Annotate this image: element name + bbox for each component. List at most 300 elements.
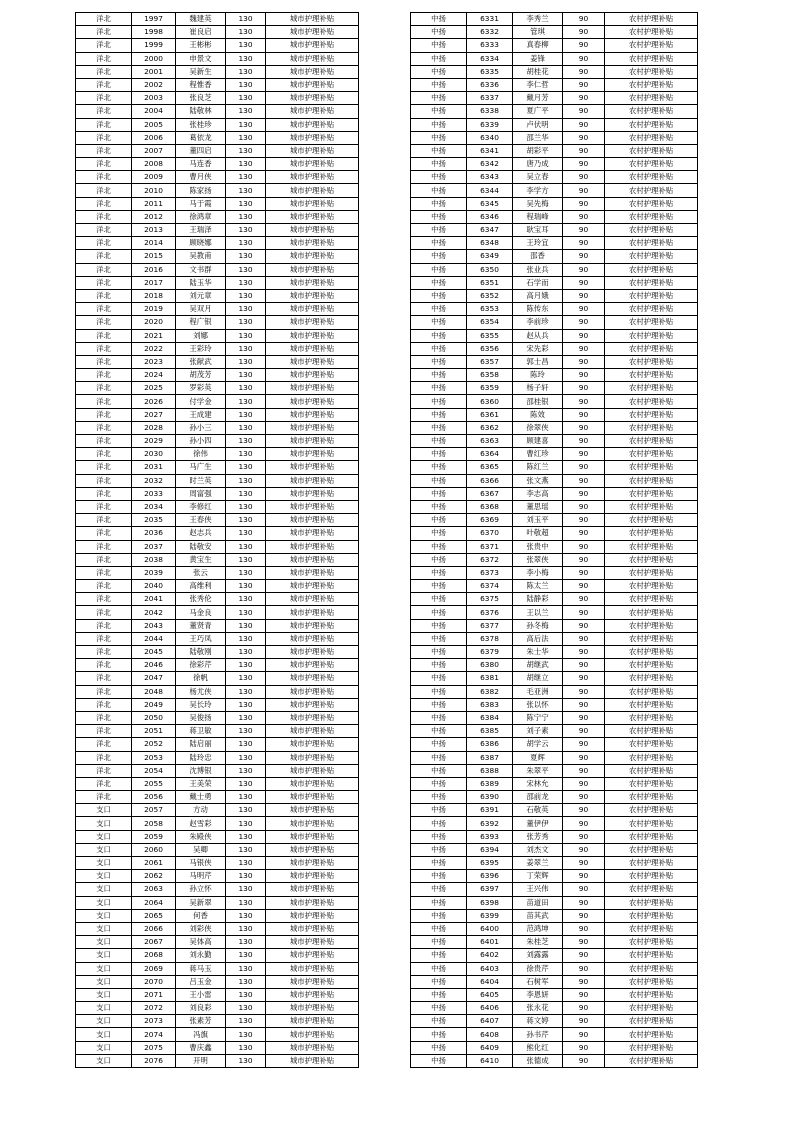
name-cell: 冯旗: [176, 1028, 226, 1041]
amount-cell: 130: [226, 593, 266, 606]
township-cell: 洋北: [76, 487, 132, 500]
serial-number-cell: 6392: [467, 817, 513, 830]
amount-cell: 130: [226, 276, 266, 289]
name-cell: 姜翠兰: [513, 857, 563, 870]
table-row: [411, 263, 698, 276]
name-cell: 王彩玲: [176, 342, 226, 355]
name-cell: 孙书芹: [513, 1028, 563, 1041]
serial-number-cell: 2040: [132, 580, 176, 593]
township-cell: 中扬: [411, 883, 467, 896]
amount-cell: 90: [563, 646, 605, 659]
table-row: [76, 1041, 359, 1054]
amount-cell: 130: [226, 777, 266, 790]
table-row: [76, 39, 359, 52]
table-row: [411, 382, 698, 395]
amount-cell: 90: [563, 65, 605, 78]
serial-number-cell: 2047: [132, 672, 176, 685]
name-cell: 刘彩侠: [176, 922, 226, 935]
serial-number-cell: 6401: [467, 936, 513, 949]
table-row: [76, 777, 359, 790]
name-cell: 高后法: [513, 632, 563, 645]
table-row: [76, 988, 359, 1001]
township-cell: 洋北: [76, 540, 132, 553]
serial-number-cell: 6360: [467, 395, 513, 408]
table-row: [411, 659, 698, 672]
amount-cell: 90: [563, 78, 605, 91]
township-cell: 中扬: [411, 316, 467, 329]
township-cell: 洋北: [76, 566, 132, 579]
subsidy-type-cell: 城市护理补贴: [266, 408, 359, 421]
amount-cell: 90: [563, 144, 605, 157]
table-row: [76, 949, 359, 962]
name-cell: 张素芳: [176, 1015, 226, 1028]
amount-cell: 130: [226, 39, 266, 52]
name-cell: 董四启: [176, 144, 226, 157]
serial-number-cell: 6398: [467, 896, 513, 909]
amount-cell: 90: [563, 92, 605, 105]
amount-cell: 90: [563, 184, 605, 197]
table-row: [411, 804, 698, 817]
amount-cell: 90: [563, 949, 605, 962]
name-cell: 黄宝生: [176, 553, 226, 566]
table-row: [411, 474, 698, 487]
township-cell: 中扬: [411, 184, 467, 197]
township-cell: 中扬: [411, 738, 467, 751]
name-cell: 王巧凤: [176, 632, 226, 645]
amount-cell: 130: [226, 791, 266, 804]
township-cell: 洋北: [76, 131, 132, 144]
subsidy-type-cell: 城市护理补贴: [266, 632, 359, 645]
serial-number-cell: 6341: [467, 144, 513, 157]
subsidy-type-cell: 城市护理补贴: [266, 593, 359, 606]
amount-cell: 90: [563, 936, 605, 949]
township-cell: 洋北: [76, 224, 132, 237]
table-row: [76, 527, 359, 540]
table-row: [76, 105, 359, 118]
table-row: [76, 804, 359, 817]
township-cell: 洋北: [76, 369, 132, 382]
name-cell: 崔良启: [176, 26, 226, 39]
township-cell: 中扬: [411, 580, 467, 593]
serial-number-cell: 2010: [132, 184, 176, 197]
amount-cell: 130: [226, 421, 266, 434]
serial-number-cell: 2046: [132, 659, 176, 672]
township-cell: 支口: [76, 922, 132, 935]
name-cell: 宋先彩: [513, 342, 563, 355]
amount-cell: 130: [226, 870, 266, 883]
township-cell: 中扬: [411, 566, 467, 579]
amount-cell: 90: [563, 751, 605, 764]
township-cell: 洋北: [76, 421, 132, 434]
township-cell: 中扬: [411, 909, 467, 922]
name-cell: 吴卿: [176, 843, 226, 856]
subsidy-type-cell: 城市护理补贴: [266, 316, 359, 329]
township-cell: 洋北: [76, 461, 132, 474]
name-cell: 张芳秀: [513, 830, 563, 843]
subsidy-type-cell: 城市护理补贴: [266, 1041, 359, 1054]
name-cell: 刘杰文: [513, 843, 563, 856]
table-row: [411, 646, 698, 659]
serial-number-cell: 2038: [132, 553, 176, 566]
amount-cell: 90: [563, 632, 605, 645]
serial-number-cell: 2003: [132, 92, 176, 105]
subsidy-type-cell: 城市护理补贴: [266, 171, 359, 184]
table-row: [76, 857, 359, 870]
amount-cell: 90: [563, 738, 605, 751]
serial-number-cell: 2037: [132, 540, 176, 553]
amount-cell: 90: [563, 131, 605, 144]
table-row: [76, 435, 359, 448]
table-row: [411, 896, 698, 909]
township-cell: 支口: [76, 1041, 132, 1054]
township-cell: 中扬: [411, 1028, 467, 1041]
table-row: [411, 975, 698, 988]
amount-cell: 130: [226, 685, 266, 698]
subsidy-type-cell: 城市护理补贴: [266, 224, 359, 237]
amount-cell: 130: [226, 369, 266, 382]
table-row: [76, 725, 359, 738]
subsidy-type-cell: 城市护理补贴: [266, 883, 359, 896]
subsidy-type-cell: 城市护理补贴: [266, 962, 359, 975]
amount-cell: 90: [563, 329, 605, 342]
table-row: [411, 698, 698, 711]
table-row: [76, 922, 359, 935]
subsidy-type-cell: 农村护理补贴: [605, 751, 698, 764]
amount-cell: 130: [226, 408, 266, 421]
township-cell: 中扬: [411, 382, 467, 395]
serial-number-cell: 6364: [467, 448, 513, 461]
name-cell: 董伊伊: [513, 817, 563, 830]
table-row: [411, 632, 698, 645]
name-cell: 马于霞: [176, 197, 226, 210]
name-cell: 刘元章: [176, 289, 226, 302]
name-cell: 曹红珍: [513, 448, 563, 461]
subsidy-type-cell: 城市护理补贴: [266, 936, 359, 949]
subsidy-type-cell: 农村护理补贴: [605, 711, 698, 724]
name-cell: 沈博银: [176, 764, 226, 777]
township-cell: 洋北: [76, 751, 132, 764]
amount-cell: 130: [226, 698, 266, 711]
amount-cell: 130: [226, 144, 266, 157]
subsidy-type-cell: 农村护理补贴: [605, 448, 698, 461]
township-cell: 中扬: [411, 922, 467, 935]
name-cell: 刘玉平: [513, 514, 563, 527]
name-cell: 程瑞峰: [513, 210, 563, 223]
township-cell: 洋北: [76, 619, 132, 632]
table-row: [76, 751, 359, 764]
subsidy-type-cell: 农村护理补贴: [605, 1028, 698, 1041]
table-row: [411, 593, 698, 606]
subsidy-type-cell: 城市护理补贴: [266, 870, 359, 883]
subsidy-type-cell: 城市护理补贴: [266, 421, 359, 434]
table-row: [76, 52, 359, 65]
serial-number-cell: 6333: [467, 39, 513, 52]
amount-cell: 90: [563, 52, 605, 65]
name-cell: 朱翠平: [513, 764, 563, 777]
name-cell: 杨子轩: [513, 382, 563, 395]
township-cell: 支口: [76, 857, 132, 870]
table-row: [411, 857, 698, 870]
subsidy-type-cell: 城市护理补贴: [266, 52, 359, 65]
name-cell: 朱殿侠: [176, 830, 226, 843]
serial-number-cell: 6381: [467, 672, 513, 685]
subsidy-type-cell: 城市护理补贴: [266, 791, 359, 804]
table-row: [411, 553, 698, 566]
subsidy-type-cell: 农村护理补贴: [605, 39, 698, 52]
name-cell: 李仁哲: [513, 78, 563, 91]
subsidy-type-cell: 农村护理补贴: [605, 421, 698, 434]
serial-number-cell: 2043: [132, 619, 176, 632]
table-row: [76, 237, 359, 250]
township-cell: 中扬: [411, 593, 467, 606]
amount-cell: 90: [563, 580, 605, 593]
township-cell: 中扬: [411, 514, 467, 527]
table-row: [76, 408, 359, 421]
amount-cell: 130: [226, 566, 266, 579]
subsidy-type-cell: 城市护理补贴: [266, 118, 359, 131]
subsidy-type-cell: 农村护理补贴: [605, 118, 698, 131]
serial-number-cell: 2075: [132, 1041, 176, 1054]
table-row: [76, 184, 359, 197]
township-cell: 中扬: [411, 500, 467, 513]
table-row: [411, 777, 698, 790]
subsidy-type-cell: 城市护理补贴: [266, 777, 359, 790]
township-cell: 中扬: [411, 224, 467, 237]
subsidy-type-cell: 农村护理补贴: [605, 540, 698, 553]
name-cell: 张德成: [513, 1054, 563, 1067]
subsidy-type-cell: 农村护理补贴: [605, 791, 698, 804]
subsidy-type-cell: 城市护理补贴: [266, 500, 359, 513]
name-cell: 毛亚洲: [513, 685, 563, 698]
name-cell: 蒋文婷: [513, 1015, 563, 1028]
name-cell: 孙小四: [176, 435, 226, 448]
serial-number-cell: 1997: [132, 13, 176, 26]
township-cell: 中扬: [411, 949, 467, 962]
subsidy-type-cell: 城市护理补贴: [266, 1002, 359, 1015]
amount-cell: 130: [226, 474, 266, 487]
amount-cell: 130: [226, 500, 266, 513]
amount-cell: 90: [563, 1041, 605, 1054]
name-cell: 石学而: [513, 276, 563, 289]
serial-number-cell: 6331: [467, 13, 513, 26]
serial-number-cell: 2061: [132, 857, 176, 870]
serial-number-cell: 2058: [132, 817, 176, 830]
amount-cell: 130: [226, 672, 266, 685]
amount-cell: 130: [226, 619, 266, 632]
serial-number-cell: 2019: [132, 303, 176, 316]
township-cell: 中扬: [411, 751, 467, 764]
serial-number-cell: 6346: [467, 210, 513, 223]
amount-cell: 130: [226, 738, 266, 751]
table-row: [76, 580, 359, 593]
serial-number-cell: 6388: [467, 764, 513, 777]
serial-number-cell: 2016: [132, 263, 176, 276]
serial-number-cell: 6390: [467, 791, 513, 804]
township-cell: 支口: [76, 962, 132, 975]
table-row: [411, 514, 698, 527]
township-cell: 洋北: [76, 382, 132, 395]
township-cell: 支口: [76, 1002, 132, 1015]
name-cell: 赵从兵: [513, 329, 563, 342]
amount-cell: 90: [563, 210, 605, 223]
subsidy-type-cell: 农村护理补贴: [605, 672, 698, 685]
amount-cell: 90: [563, 369, 605, 382]
table-row: [411, 962, 698, 975]
township-cell: 中扬: [411, 276, 467, 289]
subsidy-type-cell: 城市护理补贴: [266, 566, 359, 579]
township-cell: 洋北: [76, 316, 132, 329]
township-cell: 洋北: [76, 580, 132, 593]
amount-cell: 130: [226, 1054, 266, 1067]
name-cell: 夏广平: [513, 105, 563, 118]
amount-cell: 90: [563, 105, 605, 118]
name-cell: 刘永勤: [176, 949, 226, 962]
serial-number-cell: 2059: [132, 830, 176, 843]
table-row: [76, 514, 359, 527]
subsidy-type-cell: 城市护理补贴: [266, 435, 359, 448]
township-cell: 中扬: [411, 210, 467, 223]
subsidy-type-cell: 城市护理补贴: [266, 527, 359, 540]
subsidy-type-cell: 农村护理补贴: [605, 698, 698, 711]
serial-number-cell: 6332: [467, 26, 513, 39]
name-cell: 徐彩芹: [176, 659, 226, 672]
subsidy-type-cell: 农村护理补贴: [605, 949, 698, 962]
amount-cell: 130: [226, 382, 266, 395]
subsidy-type-cell: 城市护理补贴: [266, 843, 359, 856]
township-cell: 洋北: [76, 606, 132, 619]
serial-number-cell: 6359: [467, 382, 513, 395]
subsidy-type-cell: 城市护理补贴: [266, 461, 359, 474]
amount-cell: 130: [226, 448, 266, 461]
table-row: [411, 580, 698, 593]
table-row: [411, 303, 698, 316]
subsidy-type-cell: 城市护理补贴: [266, 922, 359, 935]
name-cell: 李志高: [513, 487, 563, 500]
name-cell: 张良芝: [176, 92, 226, 105]
subsidy-type-cell: 农村护理补贴: [605, 1002, 698, 1015]
name-cell: 胡继立: [513, 672, 563, 685]
amount-cell: 90: [563, 303, 605, 316]
table-row: [76, 461, 359, 474]
serial-number-cell: 2004: [132, 105, 176, 118]
subsidy-type-cell: 农村护理补贴: [605, 646, 698, 659]
subsidy-type-cell: 城市护理补贴: [266, 1028, 359, 1041]
table-row: [76, 78, 359, 91]
subsidy-type-cell: 农村护理补贴: [605, 92, 698, 105]
name-cell: 卢伏明: [513, 118, 563, 131]
table-row: [76, 118, 359, 131]
subsidy-type-cell: 农村护理补贴: [605, 580, 698, 593]
amount-cell: 90: [563, 355, 605, 368]
amount-cell: 90: [563, 382, 605, 395]
name-cell: 姜锋: [513, 52, 563, 65]
amount-cell: 130: [226, 171, 266, 184]
serial-number-cell: 2027: [132, 408, 176, 421]
serial-number-cell: 6370: [467, 527, 513, 540]
amount-cell: 130: [226, 158, 266, 171]
amount-cell: 90: [563, 619, 605, 632]
township-cell: 中扬: [411, 975, 467, 988]
name-cell: 刘娜: [176, 329, 226, 342]
amount-cell: 90: [563, 870, 605, 883]
table-row: [76, 1002, 359, 1015]
subsidy-type-cell: 农村护理补贴: [605, 896, 698, 909]
serial-number-cell: 2006: [132, 131, 176, 144]
serial-number-cell: 2052: [132, 738, 176, 751]
serial-number-cell: 2013: [132, 224, 176, 237]
serial-number-cell: 6357: [467, 355, 513, 368]
name-cell: 吴先梅: [513, 197, 563, 210]
township-cell: 支口: [76, 830, 132, 843]
serial-number-cell: 2005: [132, 118, 176, 131]
amount-cell: 90: [563, 527, 605, 540]
serial-number-cell: 2024: [132, 369, 176, 382]
serial-number-cell: 2065: [132, 909, 176, 922]
township-cell: 洋北: [76, 448, 132, 461]
table-row: [76, 909, 359, 922]
amount-cell: 90: [563, 263, 605, 276]
serial-number-cell: 6353: [467, 303, 513, 316]
township-cell: 洋北: [76, 250, 132, 263]
subsidy-type-cell: 农村护理补贴: [605, 527, 698, 540]
township-cell: 中扬: [411, 764, 467, 777]
township-cell: 中扬: [411, 78, 467, 91]
amount-cell: 90: [563, 342, 605, 355]
township-cell: 洋北: [76, 210, 132, 223]
township-cell: 中扬: [411, 435, 467, 448]
name-cell: 陈红兰: [513, 461, 563, 474]
township-cell: 洋北: [76, 329, 132, 342]
table-row: [76, 936, 359, 949]
subsidy-type-cell: 城市护理补贴: [266, 975, 359, 988]
name-cell: 朱桂芝: [513, 936, 563, 949]
table-row: [411, 870, 698, 883]
subsidy-type-cell: 农村护理补贴: [605, 303, 698, 316]
amount-cell: 90: [563, 896, 605, 909]
township-cell: 中扬: [411, 52, 467, 65]
serial-number-cell: 2057: [132, 804, 176, 817]
serial-number-cell: 6384: [467, 711, 513, 724]
serial-number-cell: 6340: [467, 131, 513, 144]
table-row: [76, 210, 359, 223]
subsidy-type-cell: 农村护理补贴: [605, 514, 698, 527]
subsidy-type-cell: 城市护理补贴: [266, 606, 359, 619]
township-cell: 中扬: [411, 39, 467, 52]
serial-number-cell: 6361: [467, 408, 513, 421]
serial-number-cell: 6378: [467, 632, 513, 645]
serial-number-cell: 2051: [132, 725, 176, 738]
serial-number-cell: 6369: [467, 514, 513, 527]
township-cell: 中扬: [411, 1054, 467, 1067]
table-row: [411, 92, 698, 105]
table-row: [411, 65, 698, 78]
township-cell: 中扬: [411, 843, 467, 856]
name-cell: 徐伟: [176, 448, 226, 461]
serial-number-cell: 2045: [132, 646, 176, 659]
subsidy-type-cell: 农村护理补贴: [605, 619, 698, 632]
township-cell: 洋北: [76, 342, 132, 355]
amount-cell: 130: [226, 751, 266, 764]
amount-cell: 130: [226, 988, 266, 1001]
subsidy-type-cell: 农村护理补贴: [605, 738, 698, 751]
township-cell: 中扬: [411, 369, 467, 382]
table-row: [411, 448, 698, 461]
township-cell: 支口: [76, 1028, 132, 1041]
serial-number-cell: 6368: [467, 500, 513, 513]
table-row: [411, 250, 698, 263]
name-cell: 郭士昌: [513, 355, 563, 368]
amount-cell: 90: [563, 857, 605, 870]
